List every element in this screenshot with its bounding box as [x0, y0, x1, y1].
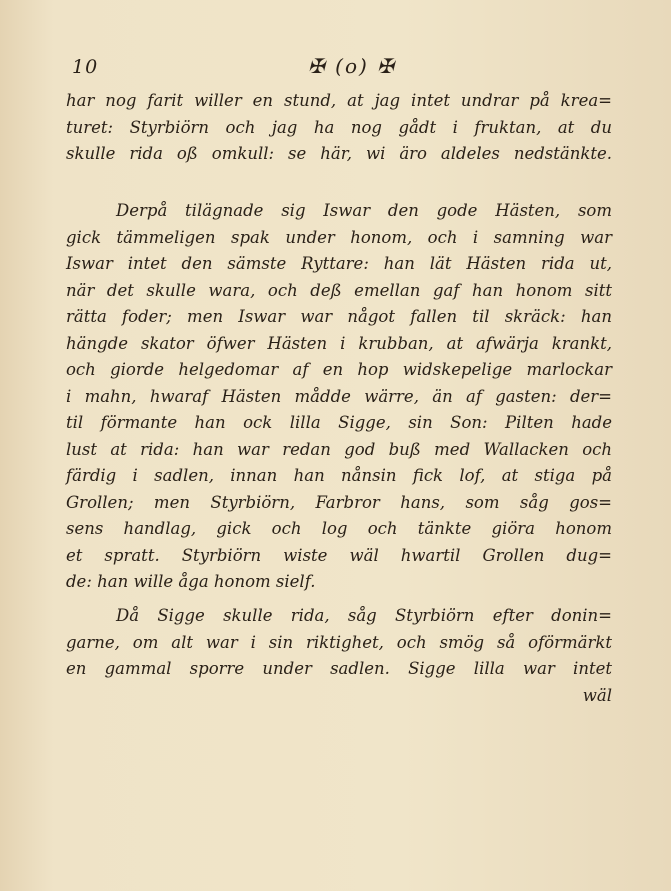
text-line: gick tämmeligen spak under honom, och i samning war [66, 227, 612, 247]
text-line: et spratt. Styrbiörn wiste wäl hwartil Grollen dug= [66, 545, 612, 565]
header-ornament: ✠ (o) ✠ [308, 54, 396, 78]
text-line: färdig i sadlen, innan han nånsin fick lof, at stiga på [66, 466, 612, 485]
text-line: turet: Styrbiörn och jag ha nog gådt i fruktan, at du [66, 117, 612, 137]
page-number: 10 [72, 56, 99, 78]
page-header [72, 54, 612, 82]
text-line: til förmante han ock lilla Sigge, sin Son: Pilten hade [66, 413, 612, 432]
text-line: har nog farit willer en stund, at jag intet undrar på krea= [66, 91, 612, 110]
text-line: Derpå tilägnade sig Iswar den gode Hästen, som [116, 201, 612, 220]
catchword: wäl [582, 685, 612, 705]
text-line: när det skulle wara, och deß emellan gaf han honom sitt [66, 280, 612, 300]
text-line: en gammal sporre under sadlen. Sigge lilla war intet [66, 659, 612, 678]
text-line: lust at rida: han war redan god buß med Wallacken och [66, 439, 612, 459]
text-line: Då Sigge skulle rida, såg Styrbiörn efter donin= [116, 606, 612, 625]
text-line: sens handlag, gick och log och tänkte giöra honom [66, 519, 612, 538]
paragraph-2 [66, 198, 612, 596]
text-line: garne, om alt war i sin riktighet, och smög så oförmärkt [66, 632, 612, 652]
text-line: de: han wille åga honom sielf. [66, 572, 316, 591]
text-line: Iswar intet den sämste Ryttare: han lät Hästen rida ut, [66, 254, 612, 273]
text-line: i mahn, hwaraf Hästen mådde wärre, än af gasten: der= [66, 386, 612, 406]
text-line: Grollen; men Styrbiörn, Farbror hans, som såg gos= [66, 492, 612, 512]
text-line: skulle rida oß omkull: se här, wi äro aldeles nedstänkte. [66, 144, 612, 163]
paragraph-1 [66, 88, 612, 168]
paragraph-3 [66, 603, 612, 709]
text-line: rätta foder; men Iswar war något fallen til skräck: han [66, 307, 612, 326]
text-line: och giorde helgedomar af en hop widskepelige marlockar [66, 360, 612, 379]
text-line: hängde skator öfwer Hästen i krubban, at afwärja krankt, [66, 333, 612, 353]
